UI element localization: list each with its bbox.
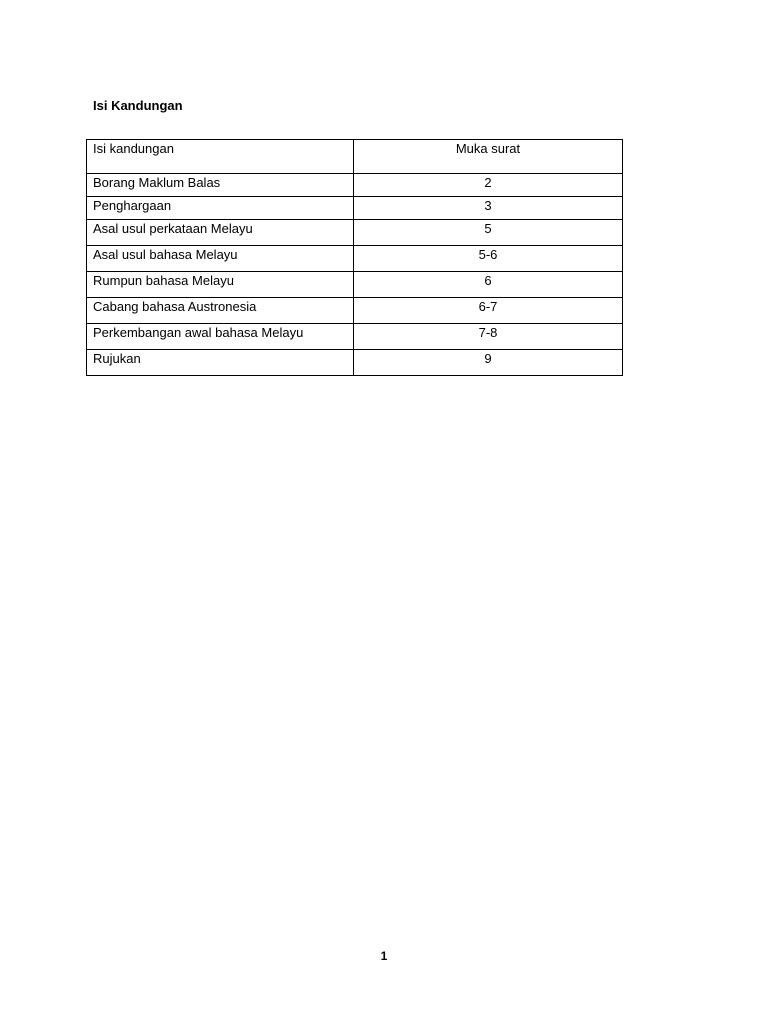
table-row	[87, 197, 623, 220]
toc-item-label: Rujukan	[87, 350, 354, 376]
table-row	[87, 324, 623, 350]
toc-item-page: 7-8	[354, 324, 623, 350]
table-row	[87, 272, 623, 298]
column-header-page: Muka surat	[354, 140, 623, 174]
toc-item-page: 9	[354, 350, 623, 376]
toc-item-label: Cabang bahasa Austronesia	[87, 298, 354, 324]
table-of-contents	[86, 139, 623, 376]
page-title: Isi Kandungan	[93, 98, 183, 113]
toc-item-page: 3	[354, 197, 623, 220]
toc-item-label: Penghargaan	[87, 197, 354, 220]
toc-item-label: Asal usul bahasa Melayu	[87, 246, 354, 272]
column-header-item: Isi kandungan	[87, 140, 354, 174]
toc-item-label: Borang Maklum Balas	[87, 174, 354, 197]
page-number: 1	[380, 949, 388, 963]
table-header-row	[87, 140, 623, 174]
toc-item-page: 2	[354, 174, 623, 197]
toc-item-label: Perkembangan awal bahasa Melayu	[87, 324, 354, 350]
toc-item-page: 5	[354, 220, 623, 246]
toc-item-label: Rumpun bahasa Melayu	[87, 272, 354, 298]
table-row	[87, 246, 623, 272]
toc-item-page: 6	[354, 272, 623, 298]
toc-item-page: 5-6	[354, 246, 623, 272]
table-row	[87, 220, 623, 246]
table-row	[87, 174, 623, 197]
toc-item-label: Asal usul perkataan Melayu	[87, 220, 354, 246]
table-row	[87, 298, 623, 324]
toc-item-page: 6-7	[354, 298, 623, 324]
table-row	[87, 350, 623, 376]
